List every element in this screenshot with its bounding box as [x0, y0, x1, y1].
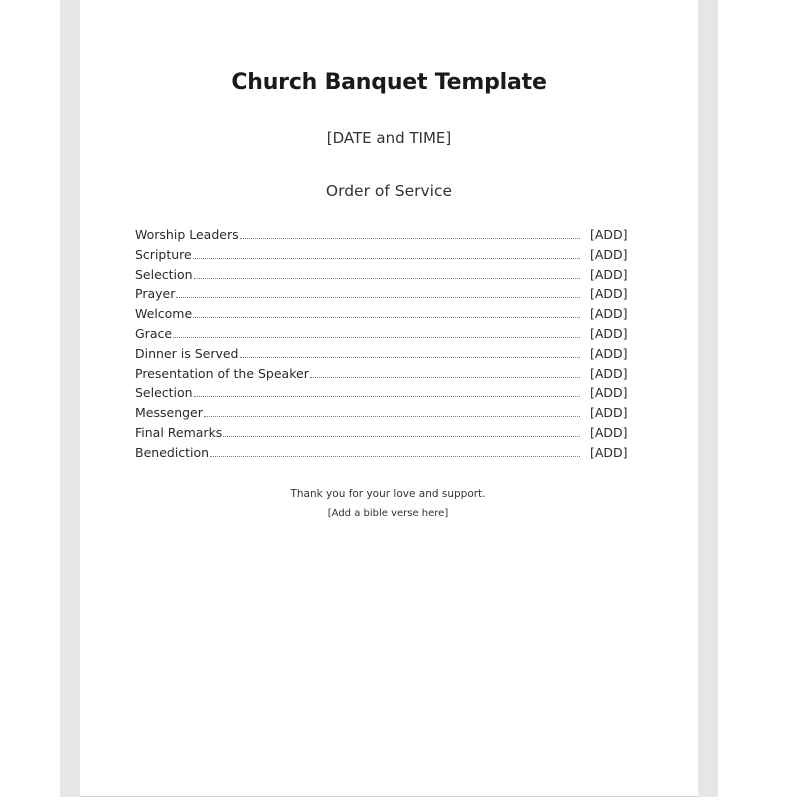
program-item-value: [ADD]: [590, 227, 628, 242]
date-time-placeholder: [DATE and TIME]: [326, 129, 452, 147]
dot-leader: [173, 337, 580, 338]
bible-verse-placeholder: [Add a bible verse here]: [327, 508, 449, 519]
program-item-value: [ADD]: [590, 266, 628, 282]
program-item-label: Messenger: [135, 405, 203, 421]
program-item-label: Final Remarks: [135, 424, 223, 440]
program-item-value: [ADD]: [590, 385, 628, 401]
program-item-value: [ADD]: [590, 424, 628, 440]
program-item-label: Selection: [135, 266, 193, 282]
program-row: [135, 346, 629, 366]
dot-leader: [210, 456, 580, 457]
dot-leader: [204, 416, 580, 417]
document-title: Church Banquet Template: [231, 70, 547, 95]
dot-leader: [194, 396, 580, 397]
dot-leader: [193, 317, 580, 318]
program-item-label: Dinner is Served: [135, 345, 239, 361]
program-item-label: Prayer: [135, 286, 176, 302]
program-item-label: Benediction: [135, 444, 210, 460]
section-heading: Order of Service: [325, 182, 453, 200]
program-row: [135, 326, 629, 346]
program-row: [135, 306, 629, 326]
order-of-service-list: [135, 227, 629, 465]
program-item-label: Welcome: [135, 306, 193, 322]
program-item-label: Scripture: [135, 246, 192, 262]
program-item-value: [ADD]: [590, 444, 628, 460]
program-item-label: Worship Leaders: [135, 227, 239, 242]
program-row: [135, 405, 629, 425]
program-item-value: [ADD]: [590, 345, 628, 361]
program-row: [135, 267, 629, 287]
dot-leader: [193, 258, 580, 259]
program-row: [135, 227, 629, 247]
dot-leader: [223, 436, 580, 437]
dot-leader: [194, 278, 580, 279]
program-row: [135, 286, 629, 306]
program-item-label: Selection: [135, 385, 193, 401]
program-row: [135, 247, 629, 267]
program-item-value: [ADD]: [590, 405, 628, 421]
program-row: [135, 445, 629, 465]
closing-note: Thank you for your love and support.: [290, 488, 486, 500]
program-item-value: [ADD]: [590, 306, 628, 322]
dot-leader: [240, 238, 580, 239]
program-row: [135, 425, 629, 445]
program-row: [135, 385, 629, 405]
document-page: [80, 0, 698, 797]
program-item-value: [ADD]: [590, 365, 628, 381]
dot-leader: [240, 357, 581, 358]
program-row: [135, 366, 629, 386]
program-item-label: Presentation of the Speaker: [135, 365, 309, 381]
dot-leader: [310, 377, 580, 378]
program-item-value: [ADD]: [590, 325, 628, 341]
program-item-value: [ADD]: [590, 286, 628, 302]
dot-leader: [176, 297, 580, 298]
program-item-label: Grace: [135, 325, 173, 341]
program-item-value: [ADD]: [590, 246, 628, 262]
